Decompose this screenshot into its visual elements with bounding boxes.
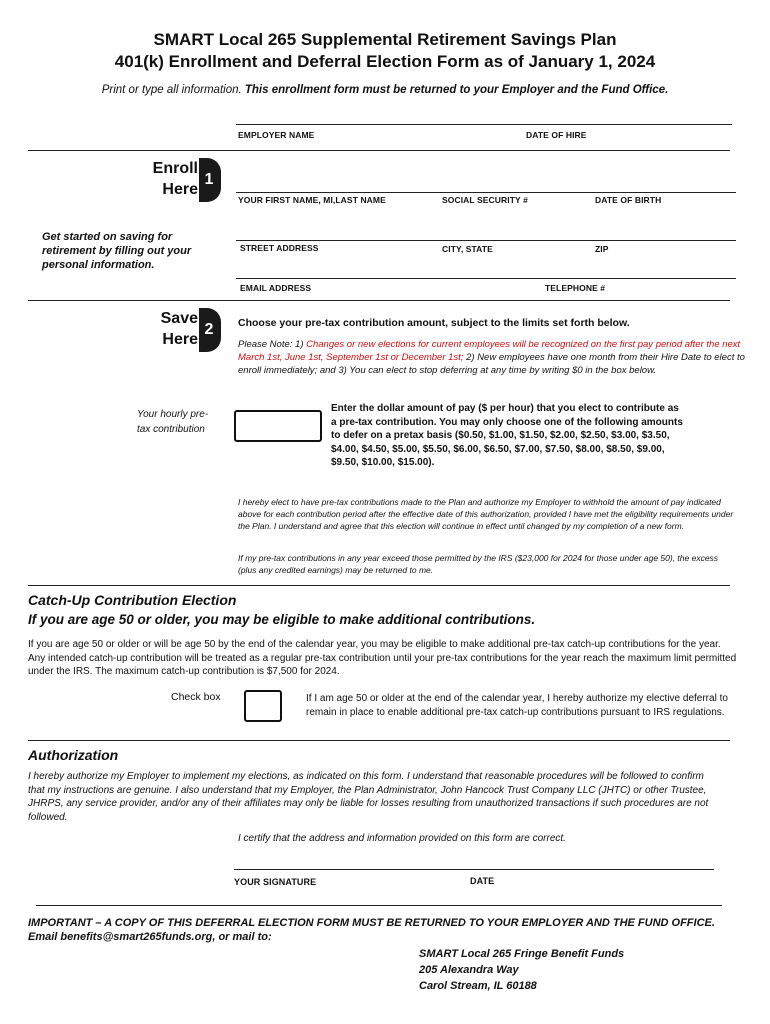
address-line2: 205 Alexandra Way — [419, 964, 519, 976]
mailing-address — [419, 946, 624, 994]
authorization-heading: Authorization — [28, 747, 119, 763]
name-line[interactable] — [236, 192, 736, 193]
street-label: STREET ADDRESS — [240, 243, 319, 253]
address-line[interactable] — [236, 240, 736, 241]
section-divider — [28, 300, 730, 301]
catchup-heading: Catch-Up Contribution Election — [28, 592, 237, 608]
important-notice: IMPORTANT – A COPY OF THIS DEFERRAL ELECTION FORM MUST BE RETURNED TO YOUR EMPLOYER AND THE FUND OFFICE. Email benefits@smart265funds.org, or mail to: — [28, 917, 715, 943]
step1-word: Enroll Here — [152, 160, 198, 198]
step2-word: Save Here — [160, 310, 198, 348]
address-line3: Carol Stream, IL 60188 — [419, 980, 537, 992]
catchup-subheading: If you are age 50 or older, you may be eligible to make additional contributions. — [28, 612, 536, 627]
date-label: DATE — [470, 876, 495, 886]
telephone-label: TELEPHONE # — [545, 283, 606, 293]
section-divider — [28, 585, 730, 586]
intro-bold: This enrollment form must be returned to your Employer and the Fund Office. — [244, 84, 669, 96]
catchup-checkbox[interactable] — [244, 690, 282, 722]
please-note: Please Note: 1) Changes or new elections for current employees will be recognized on the first pay period after the next March 1st, June 1st, September 1st or December 1st; 2) New employees have one month from their Hire Date to elect to enroll immediately; and 3) You can elect to stop deferring at any time by writing $0 in the box below. — [238, 339, 745, 376]
form-title-line2: 401(k) Enrollment and Deferral Election Form as of January 1, 2024 — [114, 52, 656, 71]
step2-number-tab: 2 — [199, 308, 221, 352]
section-divider — [28, 740, 730, 741]
section-divider — [28, 150, 730, 151]
hourly-contribution-input[interactable] — [234, 410, 322, 442]
date-of-hire-label: DATE OF HIRE — [526, 130, 587, 140]
form-title-line1: SMART Local 265 Supplemental Retirement Savings Plan — [153, 30, 617, 49]
authorization-body: I hereby authorize my Employer to implement my elections, as indicated on this form. I understand that reasonable procedures will be followed to confirm that my instructions are genuine. I also understand that my Employer, the Plan Administrator, John Hancock Trust Company LLC (JHTC) or other Trustee, JHRPS, any service provider, and/or any of their affiliates may only be liable for losses resulting from unauthorized transactions if such procedures are not followed. — [28, 771, 709, 823]
employer-name-line[interactable] — [236, 124, 732, 125]
catchup-check-text: If I am age 50 or older at the end of the calendar year, I hereby authorize my elective deferral to remain in place to enable additional pre-tax catch-up contributions pursuant to IRS regulations. — [306, 693, 728, 718]
contact-line[interactable] — [236, 278, 736, 279]
address-line1: SMART Local 265 Fringe Benefit Funds — [419, 948, 625, 960]
signature-line[interactable] — [234, 869, 714, 870]
certify-text: I certify that the address and information provided on this form are correct. — [238, 833, 566, 844]
contribution-heading: Choose your pre-tax contribution amount, subject to the limits set forth below. — [238, 317, 630, 329]
section-divider — [36, 905, 722, 906]
email-label: EMAIL ADDRESS — [240, 283, 312, 293]
catchup-body: If you are age 50 or older or will be age 50 by the end of the calendar year, you may be eligible to make additional pre-tax catch-up contributions for the year. Any intended catch-up contribution will be treated as a regular pre-tax contribution until your pre-tax contributions for the year reach the maximum limit permitted under the IRS. The maximum catch-up contribution is $7,500 for 2024. — [28, 639, 737, 677]
ssn-label: SOCIAL SECURITY # — [442, 195, 528, 205]
amount-instructions: Enter the dollar amount of pay ($ per hour) that you elect to contribute as a pre-tax contribution. You may only choose one of the following amounts to defer on a pretax basis ($0.50, $1.00, $1.50, $2.00, $2.50, $3.00, $3.50, $4.00, $4.50, $5.00, $5.50, $6.00, $6.50, $7.00, $7.50, $8.00, $8.50, $9.00, $9.50, $10.00, $15.00). — [331, 403, 683, 468]
city-state-label: CITY, STATE — [442, 244, 493, 254]
intro-text — [0, 84, 770, 96]
check-box-label: Check box — [171, 691, 221, 703]
step1-number-tab: 1 — [199, 158, 221, 202]
election-text: I hereby elect to have pre-tax contributions made to the Plan and authorize my Employer to withhold the amount of pay indicated above for each contribution period after the effective date of this authorization, provided I have met the eligibility requirements under the Plan. I understand and agree that this election will continue in effect until changed by my completion of a new form. — [238, 497, 734, 531]
hourly-contribution-label: Your hourly pre-tax contribution — [137, 409, 209, 435]
zip-label: ZIP — [595, 244, 609, 254]
signature-label: YOUR SIGNATURE — [234, 877, 317, 887]
step1-side-text: Get started on saving for retirement by filling out your personal information. — [42, 231, 192, 271]
dob-label: DATE OF BIRTH — [595, 195, 662, 205]
intro-plain: Print or type all information. — [101, 84, 245, 96]
note-red-text: Changes or new elections for current employees will be recognized on the first pay period after the next March 1st, June 1st, September 1st or December 1st; — [238, 339, 741, 363]
irs-limit-text: If my pre-tax contributions in any year exceed those permitted by the IRS ($23,000 for 2024 for those under age 50), the excess (plus any credited earnings) may be returned to me. — [238, 553, 719, 575]
name-label: YOUR FIRST NAME, MI,LAST NAME — [238, 195, 386, 205]
employer-name-label: EMPLOYER NAME — [238, 130, 315, 140]
